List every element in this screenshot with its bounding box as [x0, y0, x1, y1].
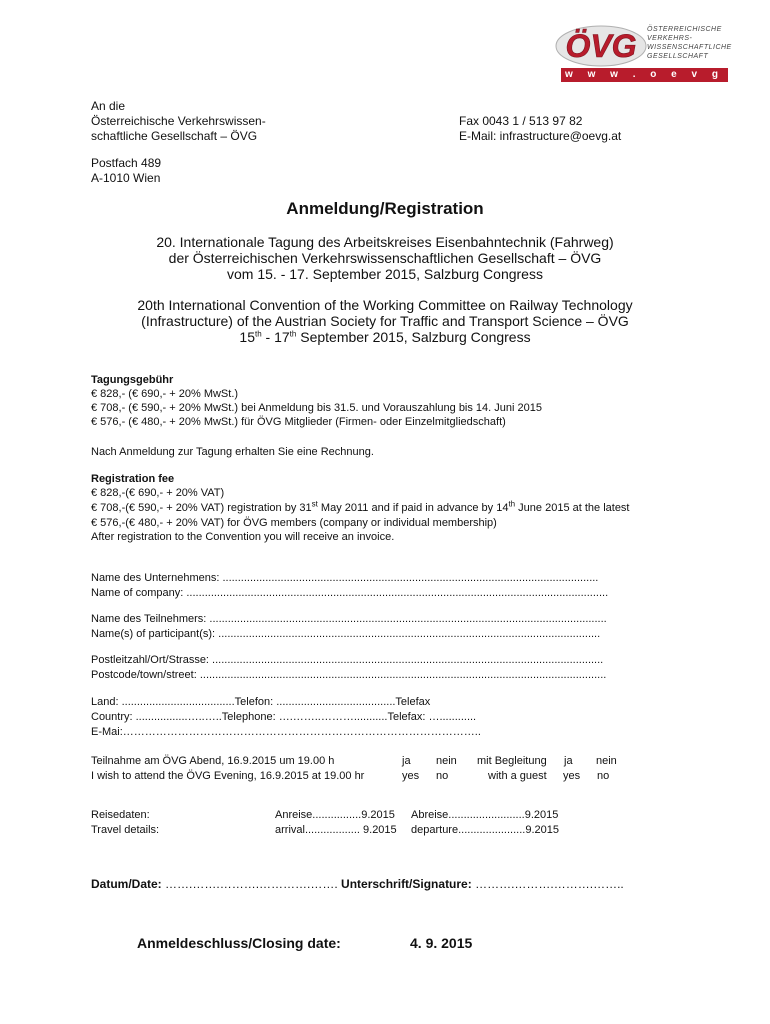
email-field[interactable]: E-Mai:…………………………………………………………………………………….. [91, 726, 481, 738]
fee-de-item: € 576,- (€ 480,- + 20% MwSt.) für ÖVG Mitglieder (Firmen- oder Einzelmitgliedschaft) [91, 416, 506, 428]
deadline-label: Anmeldeschluss/Closing date: [137, 935, 341, 951]
logo-tag-line: VERKEHRS- [647, 35, 693, 42]
guest-question-en: with a guest [488, 770, 547, 782]
signature-field[interactable]: ……….……….……….…….. [475, 877, 624, 891]
address-field-de[interactable]: Postleitzahl/Ort/Strasse: ................................................................................................................................ [91, 654, 604, 666]
fee-de-item: € 828,- (€ 690,- + 20% MwSt.) [91, 388, 239, 400]
phone-field-de[interactable]: Land: .....................................Telefon: .......................................Telefax [91, 696, 431, 708]
travel-label-en: Travel details: [91, 824, 160, 836]
city: A-1010 Wien [91, 171, 161, 185]
address-field-en[interactable]: Postcode/town/street: ..................................................................................................................................... [91, 669, 607, 681]
postbox: Postfach 489 [91, 156, 162, 170]
fee-de-note: Nach Anmeldung zur Tagung erhalten Sie eine Rechnung. [91, 446, 374, 458]
evening-yes-de[interactable]: ja [402, 755, 411, 767]
signature-row [91, 877, 624, 892]
company-field-en[interactable]: Name of company: .......................................................................................................................................... [91, 587, 609, 599]
travel-label-de: Reisedaten: [91, 809, 150, 821]
page-title: Anmeldung/Registration [286, 199, 484, 218]
evening-no-de[interactable]: nein [436, 755, 457, 767]
evening-no-en[interactable]: no [436, 770, 449, 782]
logo-tag-line: GESELLSCHAFT [647, 53, 709, 60]
event-en-dates: 15th - 17th September 2015, Salzburg Congress [239, 329, 531, 345]
arrival-field-de[interactable]: Anreise................9.2015 [275, 809, 395, 821]
participant-field-en[interactable]: Name(s) of participant(s): ............................................................................................................................. [91, 628, 601, 640]
signature-label: Unterschrift/Signature: [341, 877, 472, 891]
event-de-line: der Österreichischen Verkehrswissenschaftlichen Gesellschaft – ÖVG [168, 250, 602, 266]
arrival-field-en[interactable]: arrival.................. 9.2015 [275, 824, 397, 836]
participant-field-de[interactable]: Name des Teilnehmers: .................................................................................................................................. [91, 613, 607, 625]
email-address[interactable]: E-Mail: infrastructure@oevg.at [459, 129, 622, 143]
fee-de-heading: Tagungsgebühr [91, 374, 174, 386]
guest-no-en[interactable]: no [597, 770, 610, 782]
evening-question-de: Teilnahme am ÖVG Abend, 16.9.2015 um 19.00 h [91, 755, 335, 767]
fee-en-item: € 828,-(€ 690,- + 20% VAT) [91, 487, 225, 499]
event-en-line: (Infrastructure) of the Austrian Society for Traffic and Transport Science – ÖVG [141, 313, 629, 329]
event-de-line: 20. Internationale Tagung des Arbeitskreises Eisenbahntechnik (Fahrweg) [156, 234, 614, 250]
address-line: An die [91, 99, 126, 113]
fee-en-item: € 708,-(€ 590,- + 20% VAT) registration by 31st May 2011 and if paid in advance by 14th June 2015 at the latest [91, 499, 630, 514]
guest-no-de[interactable]: nein [596, 755, 617, 767]
date-label: Datum/Date: [91, 877, 162, 891]
evening-yes-en[interactable]: yes [402, 770, 420, 782]
guest-question-de: mit Begleitung [477, 755, 547, 767]
guest-yes-en[interactable]: yes [563, 770, 581, 782]
fee-en-item: € 576,-(€ 480,- + 20% VAT) for ÖVG members (company or individual membership) [91, 517, 497, 529]
event-en-line: 20th International Convention of the Working Committee on Railway Technology [137, 297, 633, 313]
fee-en-heading: Registration fee [91, 473, 175, 485]
oevg-logo-mark [555, 24, 647, 68]
date-field[interactable]: …….…….……….………….……. [165, 877, 338, 891]
fax-number: Fax 0043 1 / 513 97 82 [459, 114, 583, 128]
event-de-line: vom 15. - 17. September 2015, Salzburg Congress [227, 266, 543, 282]
departure-field-en[interactable]: departure......................9.2015 [411, 824, 559, 836]
address-line: Österreichische Verkehrswissen- [91, 114, 266, 128]
logo-tag-line: ÖSTERREICHISCHE [647, 26, 722, 33]
logo-tag-line: WISSENSCHAFTLICHE [647, 44, 732, 51]
deadline-date: 4. 9. 2015 [410, 935, 473, 951]
logo-url-bar: w w w . o e v g . a t [561, 68, 728, 82]
guest-yes-de[interactable]: ja [564, 755, 573, 767]
fee-en-note: After registration to the Convention you will receive an invoice. [91, 531, 395, 543]
oevg-logo [555, 24, 732, 94]
company-field-de[interactable]: Name des Unternehmens: ........................................................................................................................... [91, 572, 599, 584]
svg-text:ÖVG: ÖVG [565, 28, 637, 64]
fee-de-item: € 708,- (€ 590,- + 20% MwSt.) bei Anmeldung bis 31.5. und Vorauszahlung bis 14. Juni 2015 [91, 402, 542, 414]
evening-question-en: I wish to attend the ÖVG Evening, 16.9.2015 at 19.00 hr [91, 770, 365, 782]
phone-field-en[interactable]: Country: .................…..…..Telephone: ….……..………...........Telefax: …............ [91, 711, 477, 723]
departure-field-de[interactable]: Abreise.........................9.2015 [411, 809, 559, 821]
address-line: schaftliche Gesellschaft – ÖVG [91, 129, 258, 143]
